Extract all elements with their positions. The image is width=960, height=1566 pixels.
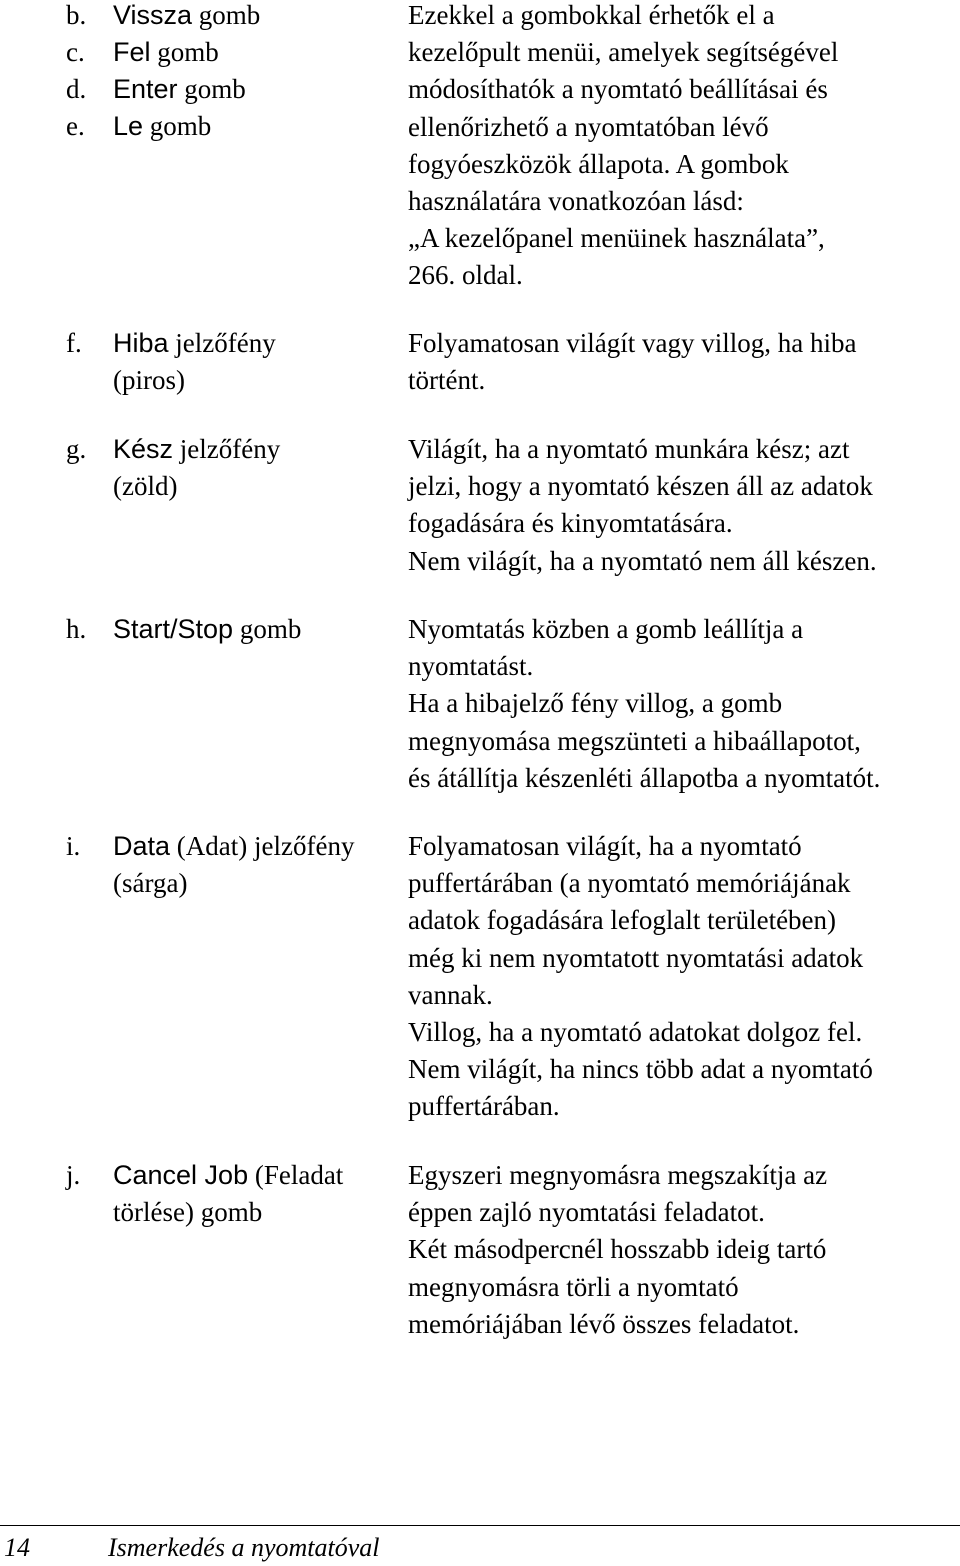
- footer-divider: [0, 1525, 960, 1526]
- entry-description: [408, 325, 960, 399]
- page-number: 14: [4, 1533, 30, 1562]
- description-line: adatok fogadására lefoglalt területében): [408, 905, 837, 936]
- entry-label: [66, 1157, 396, 1231]
- item-letter: c.: [66, 37, 85, 67]
- control-type: gomb: [233, 614, 302, 644]
- chapter-title: Ismerkedés a nyomtatóval: [108, 1533, 380, 1562]
- control-name: Vissza: [113, 0, 193, 30]
- item-letter: b.: [66, 0, 87, 30]
- description-line: Villog, ha a nyomtató adatokat dolgoz fel.: [408, 1017, 863, 1048]
- entry-label: [66, 0, 396, 145]
- entry-description: [408, 611, 960, 797]
- item-letter: h.: [66, 614, 87, 644]
- description-line: Világít, ha a nyomtató munkára kész; azt: [408, 434, 850, 464]
- description-line: „A kezelőpanel menüinek használata”,: [408, 223, 825, 254]
- control-type: (Feladat: [248, 1160, 344, 1190]
- description-line: Folyamatosan világít vagy villog, ha hiba: [408, 328, 857, 358]
- description-line: még ki nem nyomtatott nyomtatási adatok: [408, 942, 864, 973]
- description-line: kezelőpult menüi, amelyek segítségével: [408, 37, 839, 68]
- description-line: memóriájában lévő összes feladatot.: [408, 1308, 800, 1339]
- description-line: megnyomása megszünteti a hibaállapotot,: [408, 725, 861, 756]
- entry-label: [66, 431, 396, 505]
- item-letter: i.: [66, 831, 81, 861]
- control-type: gomb: [143, 111, 212, 141]
- description-line: vannak.: [408, 979, 493, 1010]
- description-line: fogyóeszközök állapota. A gombok: [408, 148, 789, 179]
- entry-label: [66, 611, 396, 648]
- description-line: Ezekkel a gombokkal érhetők el a: [408, 0, 775, 30]
- entry-label: [66, 325, 396, 399]
- control-name: Kész: [113, 434, 174, 464]
- control-type: (sárga): [113, 868, 188, 898]
- description-line: és átállítja készenléti állapotba a nyomtatót.: [408, 762, 881, 793]
- description-line: Két másodpercnél hosszabb ideig tartó: [408, 1234, 827, 1265]
- description-line: történt.: [408, 365, 486, 396]
- control-type: (Adat) jelzőfény: [170, 831, 355, 861]
- description-line: 266. oldal.: [408, 260, 523, 291]
- control-type: gomb: [177, 74, 246, 104]
- description-line: Nyomtatás közben a gomb leállítja a: [408, 614, 804, 644]
- item-letter: d.: [66, 74, 87, 104]
- control-name: Enter: [113, 74, 178, 104]
- description-line: használatára vonatkozóan lásd:: [408, 186, 744, 217]
- description-line: Nem világít, ha nincs több adat a nyomtató: [408, 1054, 873, 1085]
- control-type: törlése) gomb: [113, 1197, 263, 1227]
- description-line: nyomtatást.: [408, 651, 534, 682]
- description-line: Egyszeri megnyomásra megszakítja az: [408, 1160, 828, 1190]
- control-name: Start/Stop: [113, 614, 234, 644]
- control-type: (piros): [113, 365, 185, 395]
- control-name: Data: [113, 831, 171, 861]
- description-line: fogadására és kinyomtatására.: [408, 508, 733, 539]
- description-line: ellenőrizhető a nyomtatóban lévő: [408, 111, 769, 142]
- control-name: Fel: [113, 37, 151, 67]
- item-letter: g.: [66, 434, 87, 464]
- entry-description: [408, 828, 960, 1126]
- entry-description: [408, 1157, 960, 1343]
- control-type: gomb: [192, 0, 261, 30]
- item-letter: e.: [66, 111, 85, 141]
- page-footer: [0, 1530, 960, 1566]
- entry-description: [408, 431, 960, 580]
- description-line: puffertárában (a nyomtató memóriájának: [408, 868, 851, 899]
- entry-label: [66, 828, 396, 902]
- control-type: gomb: [150, 37, 219, 67]
- control-name: Hiba: [113, 328, 169, 358]
- control-name: Le: [113, 111, 144, 141]
- item-letter: j.: [66, 1160, 81, 1190]
- description-line: puffertárában.: [408, 1091, 560, 1122]
- description-line: módosíthatók a nyomtató beállításai és: [408, 74, 828, 105]
- description-line: megnyomásra törli a nyomtató: [408, 1271, 739, 1302]
- description-line: jelzi, hogy a nyomtató készen áll az adatok: [408, 471, 873, 502]
- item-letter: f.: [66, 328, 82, 358]
- description-line: Folyamatosan világít, ha a nyomtató: [408, 831, 802, 861]
- control-type: jelzőfény: [168, 328, 276, 358]
- description-line: Nem világít, ha a nyomtató nem áll készen.: [408, 545, 877, 576]
- entry-description: [408, 0, 960, 295]
- control-type: (zöld): [113, 471, 178, 501]
- description-line: Ha a hibajelző fény villog, a gomb: [408, 688, 783, 719]
- control-type: jelzőfény: [173, 434, 281, 464]
- description-line: éppen zajló nyomtatási feladatot.: [408, 1197, 765, 1228]
- control-name: Cancel Job: [113, 1160, 249, 1190]
